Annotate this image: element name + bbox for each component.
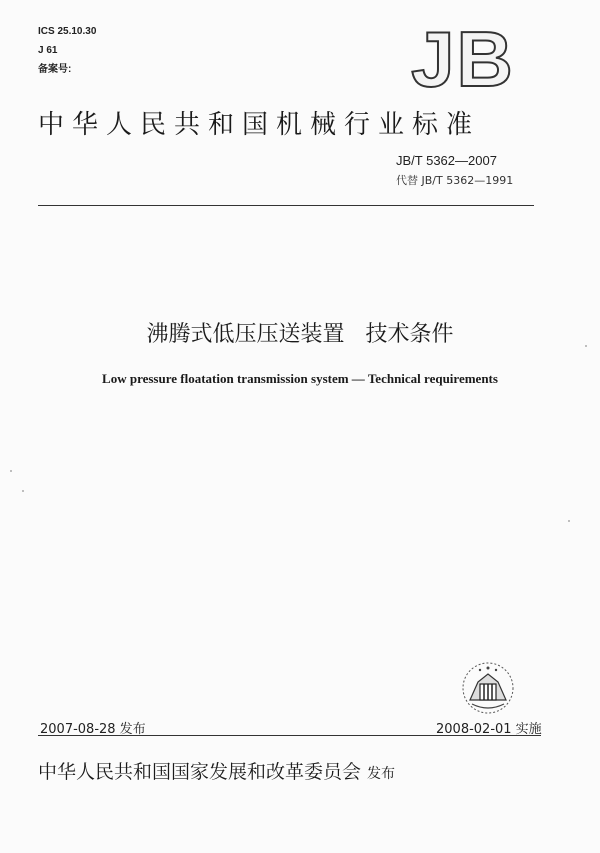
publisher-seal-icon xyxy=(460,660,516,716)
publisher-line xyxy=(38,757,395,784)
scan-speck xyxy=(585,345,587,347)
scan-speck xyxy=(10,470,12,472)
document-title-chinese: 沸腾式低压压送装置 技术条件 xyxy=(146,322,454,347)
bottom-divider xyxy=(38,735,541,736)
ics-code: ICS 25.10.30 xyxy=(38,26,97,37)
scan-speck xyxy=(568,520,570,522)
replaces-standard: 代替 JB/T 5362—1991 xyxy=(396,174,514,187)
ccs-code: J 61 xyxy=(38,45,58,56)
publisher-suffix: 发布 xyxy=(367,766,396,782)
document-title-english: Low pressure floatation transmission system — Technical requirements xyxy=(102,371,498,386)
industry-standard-title: 中华人民共和国机械行业标准 xyxy=(38,110,481,140)
jb-logo-text: JB xyxy=(411,16,515,98)
publisher-name: 中华人民共和国国家发展和改革委员会 xyxy=(38,761,362,783)
scan-speck xyxy=(22,490,24,492)
record-number: 备案号: xyxy=(38,64,72,75)
issue-date: 2007-08-28 发布 xyxy=(40,722,146,737)
header-metadata xyxy=(38,22,96,79)
top-divider xyxy=(38,205,534,206)
standard-number: JB/T 5362—2007 xyxy=(396,153,497,168)
implementation-date: 2008-02-01 实施 xyxy=(436,722,542,737)
jb-logo xyxy=(408,16,518,98)
